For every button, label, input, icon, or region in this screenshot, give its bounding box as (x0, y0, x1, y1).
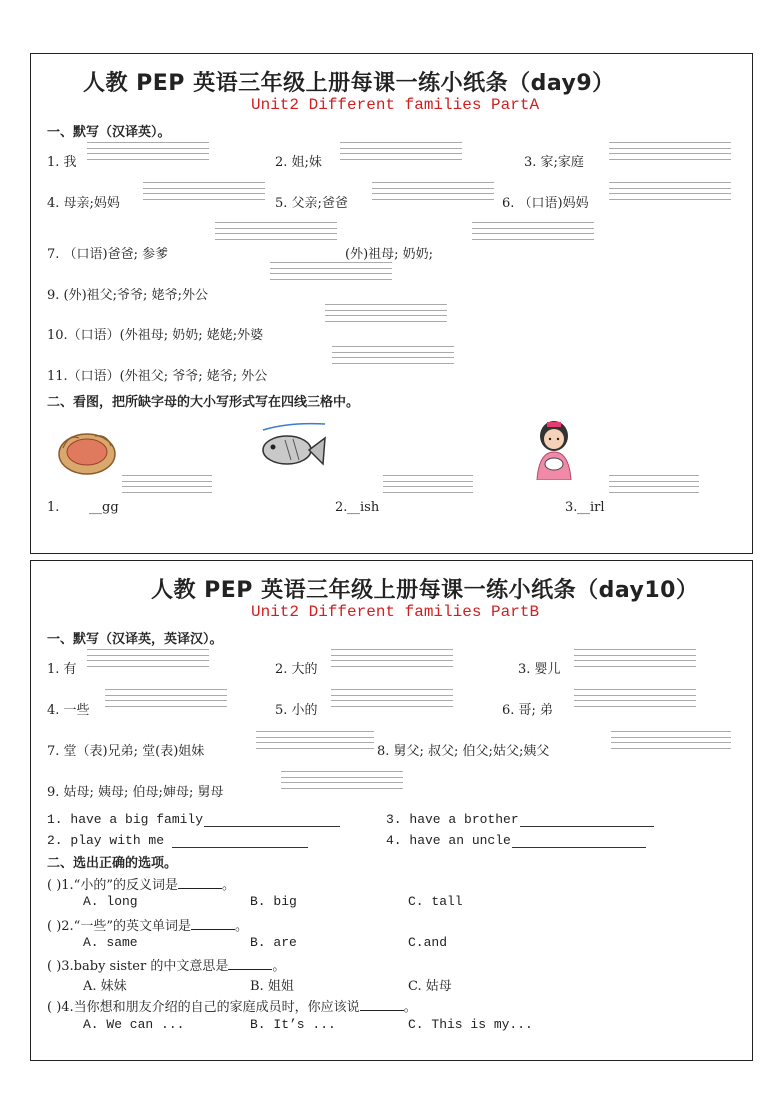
item-text: 3. 家;家庭 (524, 155, 584, 170)
egg-nest-icon (57, 426, 117, 476)
option-a: A. 妹妹 (83, 979, 127, 994)
question-text: ( )1.“小的”的反义词是 。 (47, 878, 235, 893)
answer-line[interactable] (204, 826, 340, 827)
item-text: 2. 大的 (275, 662, 318, 677)
item-text: 6. 哥; 弟 (502, 703, 554, 718)
question-text: ( )2.“一些”的英文单词是 。 (47, 919, 248, 934)
picture-num: 3. (565, 500, 578, 515)
four-line-grid[interactable] (87, 649, 209, 671)
option-a: A. long (83, 894, 138, 909)
picture-blank: __irl (577, 500, 605, 515)
girl-icon (527, 418, 581, 480)
four-line-grid[interactable] (143, 182, 265, 204)
page-subtitle: Unit2 Different families PartA (251, 96, 540, 114)
four-line-grid[interactable] (609, 142, 731, 164)
fish-icon (259, 420, 329, 476)
section-heading: 一、默写（汉译英，英译汉）。 (47, 632, 223, 647)
option-c: C. 姑母 (408, 979, 452, 994)
item-text: 5. 父亲;爸爸 (275, 196, 348, 211)
four-line-grid[interactable] (281, 771, 403, 793)
item-text: 4. 一些 (47, 703, 90, 718)
four-line-grid[interactable] (372, 182, 494, 204)
item-text: 7. 堂（表)兄弟; 堂(表)姐妹 (47, 744, 205, 759)
item-text: 7. （口语)爸爸; 参爹 (47, 247, 169, 262)
item-text: 3. 婴儿 (518, 662, 561, 677)
four-line-grid[interactable] (574, 689, 696, 711)
worksheet-day9 (30, 53, 753, 554)
option-a: A. We can ... (83, 1017, 185, 1032)
four-line-grid[interactable] (331, 689, 453, 711)
item-text: 1. 我 (47, 155, 77, 170)
four-line-grid[interactable] (611, 731, 731, 753)
item-text: (外)祖母; 奶奶; (345, 247, 434, 262)
item-text: 6. （口语)妈妈 (502, 196, 589, 211)
four-line-grid[interactable] (609, 475, 699, 497)
picture-blank: __ish (347, 500, 380, 515)
option-c: C. This is my... (408, 1017, 533, 1032)
page-title: 人教 PEP 英语三年级上册每课一练小纸条（day10） (151, 578, 699, 603)
option-c: C. tall (408, 894, 463, 909)
phrase-item: 4. have an uncle (386, 833, 511, 848)
section-heading: 二、看图，把所缺字母的大小写形式写在四线三格中。 (47, 395, 360, 410)
item-text: 2. 姐;妹 (275, 155, 322, 170)
four-line-grid[interactable] (332, 346, 454, 368)
picture-blank: __gg (89, 500, 119, 515)
four-line-grid[interactable] (256, 731, 374, 753)
answer-line[interactable] (172, 847, 308, 848)
four-line-grid[interactable] (105, 689, 227, 711)
item-text: 8. 舅父; 叔父; 伯父;姑父;姨父 (377, 744, 550, 759)
four-line-grid[interactable] (87, 142, 209, 164)
question-text: ( )4.当你想和朋友介绍的自己的家庭成员时，你应该说 。 (47, 1000, 417, 1015)
phrase-item: 2. play with me (47, 833, 165, 848)
option-b: B. are (250, 935, 297, 950)
picture-num: 1. (47, 500, 60, 515)
option-b: B. It’s ... (250, 1017, 336, 1032)
page-subtitle: Unit2 Different families PartB (251, 603, 540, 621)
item-text: 4. 母亲;妈妈 (47, 196, 120, 211)
four-line-grid[interactable] (340, 142, 462, 164)
item-text: 9. 姑母; 姨母; 伯母;婶母; 舅母 (47, 785, 224, 800)
answer-blank[interactable] (191, 917, 235, 930)
section-heading: 一、默写（汉译英）。 (47, 125, 171, 140)
option-b: B. 姐姐 (250, 979, 294, 994)
phrase-item: 1. have a big family (47, 812, 204, 827)
option-c: C.and (408, 935, 448, 950)
answer-blank[interactable] (178, 876, 222, 889)
four-line-grid[interactable] (574, 649, 696, 671)
four-line-grid[interactable] (215, 222, 337, 244)
answer-line[interactable] (520, 826, 654, 827)
answer-blank[interactable] (228, 957, 272, 970)
page-title: 人教 PEP 英语三年级上册每课一练小纸条（day9） (83, 71, 615, 96)
four-line-grid[interactable] (122, 475, 212, 497)
item-text: 1. 有 (47, 662, 77, 677)
item-text: 9. (外)祖父;爷爷; 姥爷;外公 (47, 288, 208, 303)
option-b: B. big (250, 894, 297, 909)
answer-blank[interactable] (360, 998, 404, 1011)
four-line-grid[interactable] (472, 222, 594, 244)
item-text: 11.（口语）(外祖父; 爷爷; 姥爷; 外公 (47, 369, 268, 384)
section-heading: 二、选出正确的选项。 (47, 856, 178, 871)
phrase-item: 3. have a brother (386, 812, 519, 827)
answer-line[interactable] (512, 847, 646, 848)
four-line-grid[interactable] (325, 304, 447, 326)
option-a: A. same (83, 935, 138, 950)
worksheet-day10 (30, 560, 753, 1061)
item-text: 5. 小的 (275, 703, 318, 718)
picture-num: 2. (335, 500, 348, 515)
four-line-grid[interactable] (270, 262, 392, 284)
four-line-grid[interactable] (331, 649, 453, 671)
four-line-grid[interactable] (609, 182, 731, 204)
four-line-grid[interactable] (383, 475, 473, 497)
question-text: ( )3.baby sister 的中文意思是 。 (47, 959, 286, 974)
item-text: 10.（口语）(外祖母; 奶奶; 姥姥;外婆 (47, 328, 264, 343)
